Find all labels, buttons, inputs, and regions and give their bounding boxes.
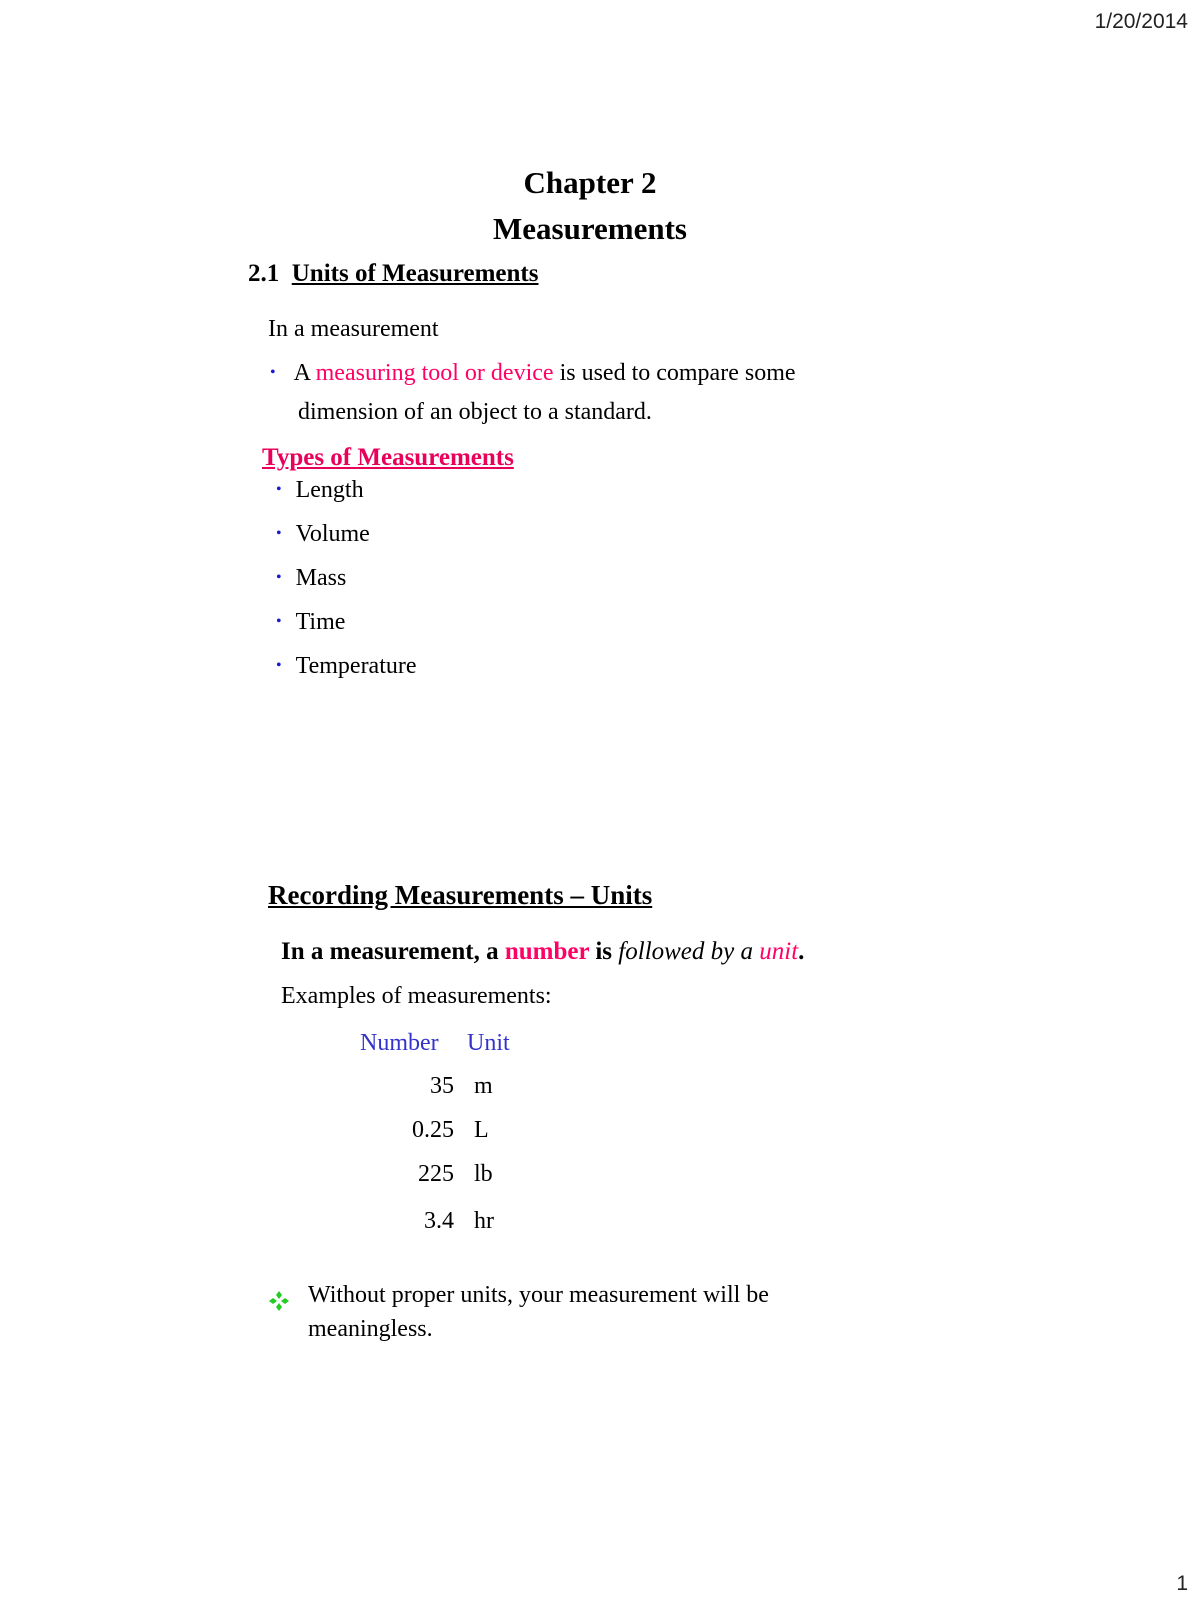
section-heading [248,260,538,288]
bullet-icon: • [270,364,276,381]
bullet-icon: • [276,569,282,586]
types-list-item [276,477,364,504]
recording-heading: Recording Measurements – Units [268,880,653,910]
table-cell-unit: L [474,1117,489,1143]
unit-word: unit [759,938,799,965]
table-header-unit: Unit [467,1030,510,1056]
chapter-number: Chapter 2 [523,165,657,200]
intro-bullet-line2: dimension of an object to a standard. [298,399,652,425]
bullet-icon: • [276,657,282,674]
types-list-item [276,565,346,592]
table-cell-number: 3.4 [424,1208,454,1234]
table-cell-number: 35 [430,1073,454,1099]
types-item-label: Length [295,477,364,503]
types-list-item [276,653,417,680]
highlight-measuring-tool: measuring tool or device [315,360,554,386]
intro-bullet: • A measuring tool or device is used to compare some [270,360,796,386]
table-cell-unit: m [474,1073,493,1099]
types-heading: Types of Measurements [262,444,514,471]
note-line1: Without proper units, your measurement will be [308,1282,769,1308]
diamond-bullet-icon [268,1290,290,1312]
types-item-label: Volume [295,521,370,547]
bullet-icon: • [276,525,282,542]
table-cell-unit: lb [474,1161,493,1187]
section-number: 2.1 [248,260,280,287]
table-cell-number: 225 [418,1161,454,1187]
bullet-icon: • [276,613,282,630]
types-item-label: Mass [295,565,347,591]
note-line2: meaningless. [308,1316,433,1342]
section-title: Units of Measurements [291,260,539,287]
types-list-item [276,521,370,548]
chapter-title: Measurements [493,211,687,246]
page-number: 1 [1176,1572,1188,1595]
table-header-number: Number [360,1030,439,1056]
bullet-icon: • [276,481,282,498]
table-cell-number: 0.25 [412,1117,454,1143]
table-cell-unit: hr [474,1208,494,1234]
header-date: 1/20/2014 [1094,10,1188,33]
types-list-item [276,609,345,636]
recording-lead: In a measurement, a number is followed by a unit. [281,938,805,965]
examples-label: Examples of measurements: [281,983,552,1009]
types-item-label: Time [295,609,346,635]
intro-text: In a measurement [268,316,439,342]
number-word: number [504,938,590,965]
types-item-label: Temperature [295,653,417,679]
